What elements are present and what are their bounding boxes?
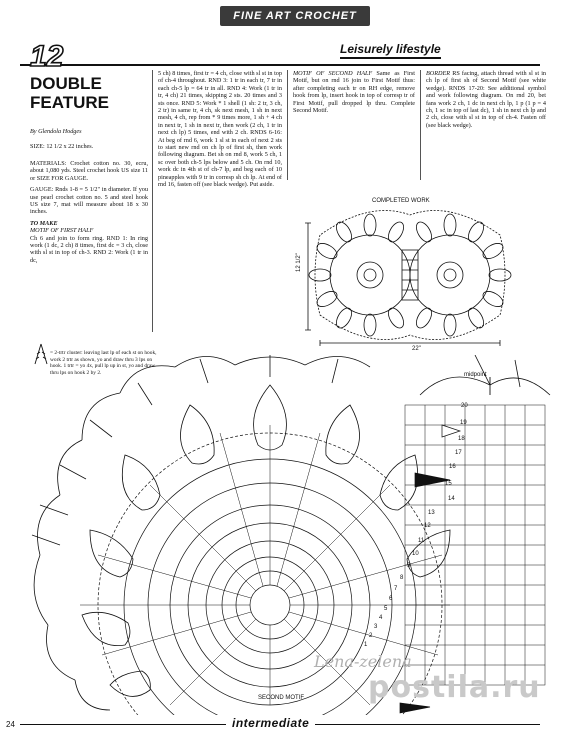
round-label-4: 4 — [379, 615, 383, 621]
materials-text: MATERIALS: Crochet cotton no. 30, ecru, about 1,080 yds. Steel crochet hook US size 11 or SIZE FOR GAUGE. — [30, 160, 148, 182]
midpoint-label: midpoint — [464, 372, 487, 378]
title-line-1: DOUBLE — [30, 74, 102, 93]
round-label-2: 2 — [369, 633, 373, 639]
second-half-text: Same as First Motif, but on rnd 16 join to First Motif thus: after completing each tr on RH edge, remove hook from lp, insert hook in top of corresp tr of First Motif, pull dropped lp thru. Complete Second Motif. — [293, 70, 415, 115]
round-label-16: 16 — [449, 464, 456, 470]
page-number: 24 — [6, 720, 15, 729]
width-dimension: 22" — [412, 346, 421, 352]
round-label-20: 20 — [461, 403, 468, 409]
skill-level: intermediate — [226, 716, 315, 730]
round-label-14: 14 — [448, 496, 455, 502]
watermark-site: postila.ru — [368, 670, 541, 705]
round-label-12: 12 — [424, 523, 431, 529]
first-half-text: Ch 6 and join to form ring. RND 1: In ring work (1 dc, 2 ch) 8 times, first dc = 3 ch, close with sl st in top of ch-3. RND 2: Work (1 tr in dc, — [30, 234, 148, 264]
legend-text: = 2-trtr cluster: leaving last lp of each st on hook, work 2 trtr as shown, yo and draw thru 3 lps on hook. 1 trtr = yo 4x, pull lp up in st, yo and draw thru lps on hook 2 by 2. — [50, 350, 157, 376]
round-label-13: 13 — [428, 510, 435, 516]
to-make-heading: TO MAKE — [30, 219, 58, 227]
round-label-1: 1 — [364, 642, 368, 648]
header-rule — [20, 64, 540, 66]
round-label-10: 10 — [412, 551, 419, 557]
column-1 — [30, 160, 148, 335]
pattern-title — [30, 74, 109, 112]
watermark-author: Lena-zelena — [314, 652, 412, 671]
gauge-text: GAUGE: Rnds 1-8 = 5 1/2" in diameter. If you use pearl crochet cotton no. 5 and steel hook US size 7, mat will measure about 18 x 30 inches. — [30, 186, 148, 216]
border-text: RS facing, attach thread with sl st in ch lp of first sh of Second Motif (see white wedge). RNDS 17-20: See additional symbol and work following diagram. On rnd 20, bet fans work 2 ch, 1 dc in next ch lp, 1 p (1 p = 4 ch, 1 sc in top of last dc), 1 sh in next ch lp and 2 ch, close with sl st in top of ch-4. Fasten off (see black wedge). — [426, 70, 546, 129]
round-label-17: 17 — [455, 450, 462, 456]
round-label-8: 8 — [400, 575, 404, 581]
column-3 — [293, 70, 415, 180]
round-label-5: 5 — [384, 606, 388, 612]
round-label-11: 11 — [418, 538, 425, 544]
border-heading: BORDER — [426, 70, 451, 77]
column-divider-3 — [420, 70, 421, 180]
pattern-number: 12 — [30, 40, 64, 73]
magazine-banner: FINE ART CROCHET — [220, 6, 370, 26]
completed-work-label: COMPLETED WORK — [372, 198, 430, 204]
round-label-3: 3 — [374, 624, 378, 630]
completed-work-schematic — [290, 205, 552, 355]
round-label-9: 9 — [407, 563, 411, 569]
section-title: Leisurely lifestyle — [340, 42, 441, 59]
round-label-19: 19 — [460, 420, 467, 426]
second-motif-label: SECOND MOTIF — [258, 695, 304, 701]
round-label-6: 6 — [389, 596, 393, 602]
first-half-heading: MOTIF OF FIRST HALF — [30, 227, 94, 235]
column-divider-1 — [152, 70, 153, 332]
round-label-15: 15 — [445, 481, 452, 487]
second-half-heading: MOTIF OF SECOND HALF — [293, 70, 373, 77]
column-2: 5 ch) 8 times, first tr = 4 ch, close with sl st in top of ch-4 throughout. RND 3: 1 tr in each tr, 7 tr in each ch-5 lp = 64 tr in all. RND 4: Work (1 tr in tr, 4 ch) 21 times, skipping 2 sts. 20 times and 3 sts once. RND 5: Work * 1 shell (1 sh: 2 tr, 3 ch, 2 tr) in same tr, 4 ch, sk next mesh, 1 sh in next mesh, 4 ch, rep from * 9 times more, 1 sh + 4 ch in next tr, 1 sh in next tr, then work (2 ch, 1 tr in next ch lp) 5 times, end with 2 ch. RNDS 6-16: At beg of rnd 6, work 1 sl st in each of next 2 sts to start new rnd on ch lp of first sh, then work following diagram. Bet sh on rnd 8, work 5 ch, 1 sc over both ch-5 lps below and 5 ch. On rnd 10, work dc in 4th st of ch-7 lp, and beg each of 10 pineapples with 9 tr in corresp sh ch lp. At end of rnd 16, fasten off (see black wedge). Put aside. — [158, 70, 282, 189]
author: By Glendola Hodges — [30, 128, 82, 135]
height-dimension: 12 1/2" — [296, 253, 302, 272]
column-4 — [426, 70, 546, 185]
size-text: SIZE: 12 1/2 x 22 inches. — [30, 143, 94, 150]
column-divider-2 — [287, 70, 288, 180]
round-label-7: 7 — [394, 586, 398, 592]
title-line-2: FEATURE — [30, 93, 110, 112]
round-label-18: 18 — [458, 436, 465, 442]
crochet-chart-diagram — [20, 355, 560, 715]
